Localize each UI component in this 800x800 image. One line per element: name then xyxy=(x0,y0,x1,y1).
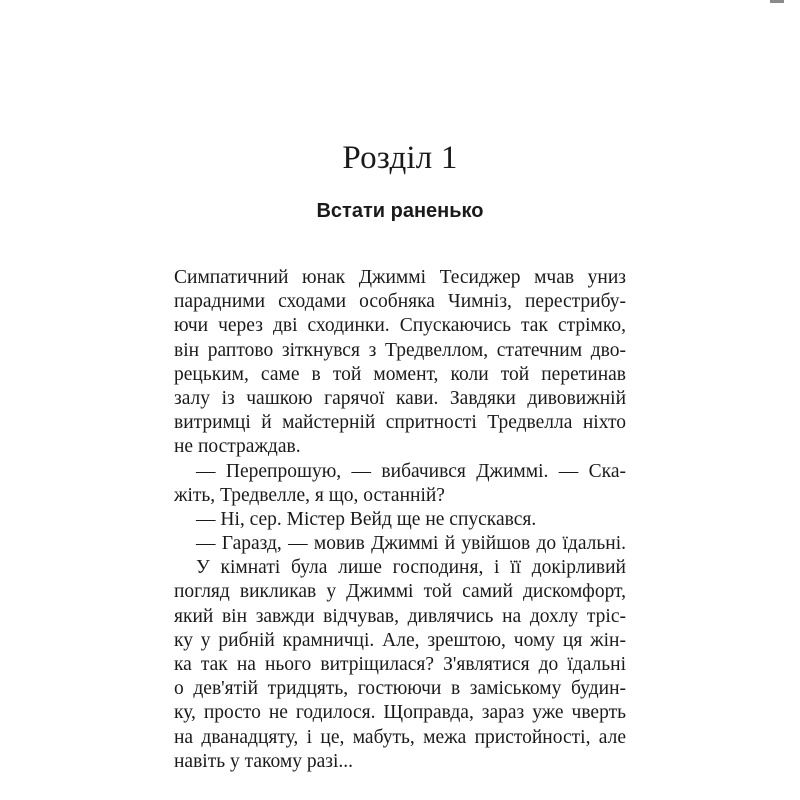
body-text-line: — Перепрошую, — вибачився Джиммі. — Ска- xyxy=(196,460,626,482)
body-text-line: на дванадцяту, і це, мабуть, межа пристойності, але xyxy=(174,726,626,748)
body-text-line: У кімнаті була лише господиня, і її докірливий xyxy=(196,557,626,579)
body-text-line: погляд викликав у Джиммі той самий дискомфорт, xyxy=(174,581,626,603)
body-text-line: ку у рибній крамничці. Але, зрештою, чому ця жін- xyxy=(174,629,626,651)
body-text-line: ка так на нього витріщилася? З'являтися до їдальні xyxy=(174,654,626,675)
body-text-line: Симпатичний юнак Джиммі Тесиджер мчав униз xyxy=(174,267,626,288)
chapter-title: Встати раненько xyxy=(316,200,484,222)
body-text-line: парадними сходами особняка Чимніз, перестрибу- xyxy=(174,291,626,313)
body-text-line: о дев'ятій тридцять, гостюючи в заміському будин- xyxy=(174,678,626,700)
body-text-line: він раптово зіткнувся з Тредвеллом, статечним дво- xyxy=(174,339,626,361)
body-text-line: — Ні, сер. Містер Вейд ще не спускався. xyxy=(196,508,537,530)
body-text-line: — Гаразд, — мовив Джиммі й увійшов до їдальні. xyxy=(196,533,626,555)
body-text-line: не постраждав. xyxy=(174,436,301,458)
body-text-line: жіть, Тредвелле, я що, останній? xyxy=(174,484,445,506)
body-text-line: залу із чашкою гарячої кави. Завдяки дивовижній xyxy=(174,387,626,409)
body-text-line: рецьким, саме в той момент, коли той перетинав xyxy=(174,363,626,385)
chapter-number: Розділ 1 xyxy=(342,140,458,176)
page-corner-mark xyxy=(770,0,784,3)
body-text-line: який він завжди відчував, дивлячись на дохлу тріс- xyxy=(174,605,626,627)
body-text-line: ку, просто не годилося. Щоправда, зараз уже чверть xyxy=(174,702,626,724)
body-text-line: витримці й майстерній спритності Тредвелла ніхто xyxy=(174,412,626,434)
body-text-line: ючи через дві сходинки. Спускаючись так стрімко, xyxy=(174,315,626,337)
chapter-body-text xyxy=(174,266,626,774)
body-text-line: навіть у такому разі... xyxy=(174,750,354,772)
